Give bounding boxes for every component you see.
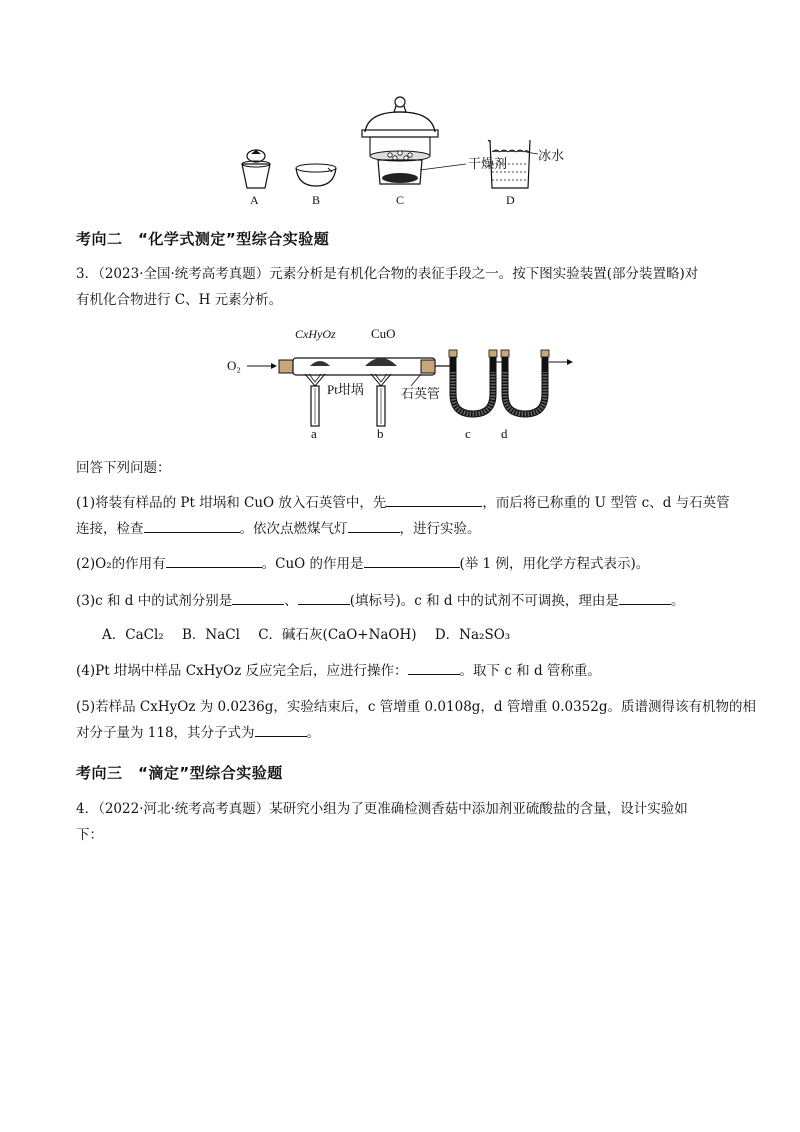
- crucible-a: [242, 150, 270, 188]
- answer-blank-5[interactable]: [255, 722, 307, 737]
- q3-p3-text-c: (填标号)。c 和 d 中的试剂不可调换，理由是: [349, 593, 619, 609]
- q3-p1-text-b: ，而后将已称重的 U 型管 c、d 与石英管: [482, 495, 730, 511]
- q3-p2-text-a: (2)O₂的作用有: [76, 556, 166, 572]
- q3-p3-text-a: (3)c 和 d 中的试剂分别是: [76, 593, 233, 609]
- q4-stem-line-1: 4．（2022·河北·统考高考真题）某研究小组为了更准确检测香菇中添加剂亚硫酸盐的含量，设计实验如: [76, 801, 688, 817]
- burner-b: [371, 374, 391, 426]
- u-tube-d-label: d: [501, 426, 508, 441]
- answer-blank-1b[interactable]: [144, 518, 240, 533]
- q3-p2-text-c: (举 1 例，用化学方程式表示)。: [459, 556, 650, 572]
- evaporating-dish-b: [296, 164, 336, 186]
- answer-blank-1a[interactable]: [386, 492, 482, 507]
- combustion-apparatus-figure: [225, 322, 580, 442]
- answer-blank-3c[interactable]: [619, 590, 671, 605]
- burner-a-label: a: [311, 426, 317, 441]
- q3-p4-text-a: (4)Pt 坩埚中样品 CxHyOz 反应完全后，应进行操作：: [76, 663, 408, 679]
- quartz-tube-label: 石英管: [401, 386, 441, 401]
- label-a: A: [250, 193, 259, 207]
- sample-label: CxHyOz: [295, 327, 336, 341]
- option-b[interactable]: B．NaCl: [181, 627, 240, 643]
- burner-b-label: b: [377, 426, 384, 441]
- desiccant-label: 干燥剂: [468, 156, 508, 171]
- q3-p1-text-a: (1)将装有样品的 Pt 坩埚和 CuO 放入石英管中，先: [76, 495, 387, 511]
- answer-blank-3a[interactable]: [232, 590, 284, 605]
- section-heading-2: 考向二 “化学式测定”型综合实验题: [76, 230, 330, 248]
- answer-blank-2a[interactable]: [166, 553, 262, 568]
- q3-p1-text-d: 。依次点燃煤气灯: [239, 521, 348, 537]
- burner-a: [305, 374, 325, 426]
- answer-blank-1c[interactable]: [348, 518, 400, 533]
- answer-blank-2b[interactable]: [364, 553, 460, 568]
- q3-p3-text-d: 。: [670, 593, 685, 609]
- label-c: C: [396, 193, 405, 207]
- q4-stem-line-2: 下：: [76, 827, 103, 843]
- q3-p5-text-b: 对分子量为 118，其分子式为: [76, 725, 255, 741]
- q3-part-3: [76, 588, 728, 614]
- q3-p4-text-b: 。取下 c 和 d 管称重。: [459, 663, 601, 679]
- q3-p3-text-b: 、: [284, 593, 298, 609]
- o2-label: O₂: [227, 358, 241, 373]
- q3-p5-text-c: 。: [306, 725, 321, 741]
- answer-blank-4[interactable]: [408, 660, 460, 675]
- label-d: D: [506, 193, 515, 207]
- u-tube-c-label: c: [465, 426, 471, 441]
- desiccator-c: [362, 97, 466, 184]
- option-c[interactable]: C．碱石灰(CaO+NaOH): [258, 627, 417, 643]
- section-heading-3: 考向三 “滴定”型综合实验题: [76, 764, 283, 782]
- question-3-stem: [76, 261, 728, 313]
- q3-part-5: [76, 694, 757, 746]
- q3-part-4: [76, 658, 728, 684]
- q3-stem-line-2: 有机化合物进行 C、H 元素分析。: [76, 292, 283, 308]
- q3-part-2: [76, 551, 728, 577]
- answer-blank-3b[interactable]: [298, 590, 350, 605]
- q3-p1-text-e: ，进行实验。: [399, 521, 481, 537]
- q3-p5-line-1: (5)若样品 CxHyOz 为 0.0236g，实验结束后，c 管增重 0.0108g，d 管增重 0.0352g。质谱测得该有机物的相: [76, 699, 757, 715]
- option-a[interactable]: A．CaCl₂: [102, 627, 164, 643]
- u-tube-d: [501, 350, 549, 414]
- u-tube-c: [449, 350, 497, 414]
- option-d[interactable]: D．Na₂SO₃: [434, 627, 511, 643]
- apparatus-figure-1: [220, 92, 580, 210]
- label-b: B: [312, 193, 321, 207]
- cuo-label: CuO: [371, 326, 396, 341]
- q3-part-1: [76, 490, 728, 542]
- q3-intro: 回答下列问题：: [76, 460, 171, 476]
- q3-p1-text-c: 连接，检查: [76, 521, 144, 537]
- question-4-stem: [76, 796, 728, 848]
- pt-crucible-label: Pt坩埚: [327, 382, 364, 397]
- ice-water-label: 冰水: [538, 148, 565, 163]
- q3-options: [102, 622, 754, 648]
- q3-p2-text-b: 。CuO 的作用是: [261, 556, 364, 572]
- q3-stem-line-1: 3．（2023·全国·统考高考真题）元素分析是有机化合物的表征手段之一。按下图实验装置(部分装置略)对: [76, 266, 699, 282]
- quartz-tube: [279, 358, 453, 375]
